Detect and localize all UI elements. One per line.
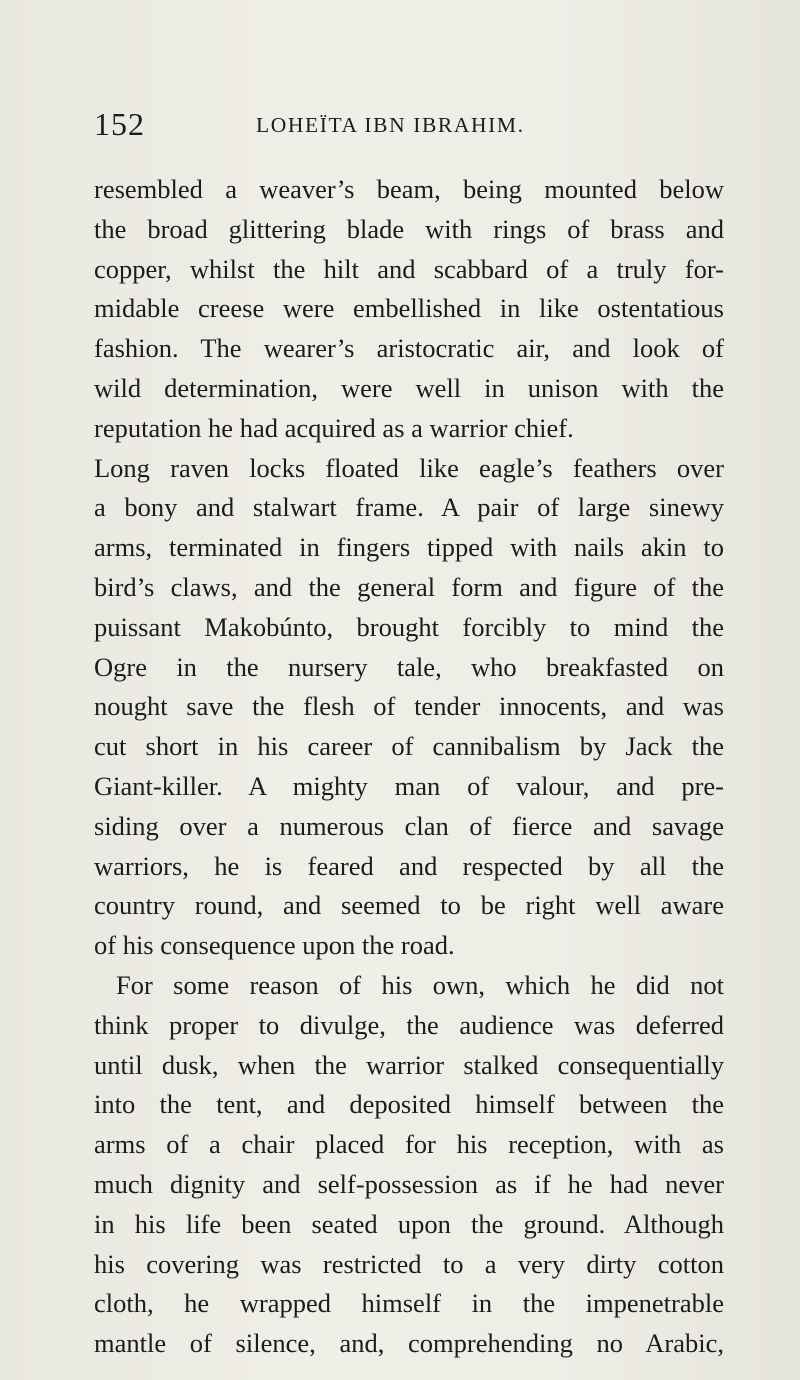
text-line: much dignity and self-possession as if he had never: [94, 1168, 724, 1199]
text-line: country round, and seemed to be right well aware: [94, 890, 724, 921]
text-line: into the tent, and deposited himself between the: [94, 1089, 724, 1120]
text-line: in his life been seated upon the ground. Although: [94, 1208, 724, 1239]
text-line: For some reason of his own, which he did not: [116, 969, 724, 1000]
text-line: cloth, he wrapped himself in the impenetrable: [94, 1288, 724, 1319]
text-line: reputation he had acquired as a warrior chief.: [94, 412, 574, 443]
text-line: fashion. The wearer’s aristocratic air, and look of: [94, 333, 724, 364]
text-line: think proper to divulge, the audience was deferred: [94, 1009, 724, 1040]
text-line: bird’s claws, and the general form and figure of the: [94, 571, 724, 602]
text-line: siding over a numerous clan of fierce and savage: [94, 810, 724, 841]
text-line: Giant-killer. A mighty man of valour, and pre-: [94, 770, 724, 801]
text-line: a bony and stalwart frame. A pair of large sinewy: [94, 492, 724, 523]
text-line: puissant Makobúnto, brought forcibly to mind the: [94, 611, 724, 642]
text-line: nought save the flesh of tender innocents, and was: [94, 691, 724, 722]
text-line: Long raven locks floated like eagle’s feathers over: [94, 452, 724, 483]
page-number: 152: [94, 106, 145, 142]
text-line: Ogre in the nursery tale, who breakfasted on: [94, 651, 724, 682]
text-line: of his consequence upon the road.: [94, 930, 455, 961]
text-line: the broad glittering blade with rings of brass and: [94, 213, 724, 244]
text-line: arms, terminated in fingers tipped with nails akin to: [94, 532, 724, 563]
text-line: copper, whilst the hilt and scabbard of a truly for-: [94, 253, 724, 284]
text-line: wild determination, were well in unison with the: [94, 372, 724, 403]
text-line: until dusk, when the warrior stalked consequentially: [94, 1049, 724, 1080]
text-line: arms of a chair placed for his reception, with as: [94, 1129, 724, 1160]
text-line: midable creese were embellished in like ostentatious: [94, 293, 724, 324]
text-line: his covering was restricted to a very dirty cotton: [94, 1248, 724, 1279]
running-title: LOHEÏTA IBN IBRAHIM.: [256, 113, 525, 137]
text-line: mantle of silence, and, comprehending no Arabic,: [94, 1328, 724, 1359]
text-line: warriors, he is feared and respected by all the: [94, 850, 724, 881]
text-line: cut short in his career of cannibalism by Jack the: [94, 731, 724, 762]
body-text: [94, 170, 724, 1364]
running-head: [94, 104, 724, 144]
text-line: resembled a weaver’s beam, being mounted below: [94, 174, 724, 204]
